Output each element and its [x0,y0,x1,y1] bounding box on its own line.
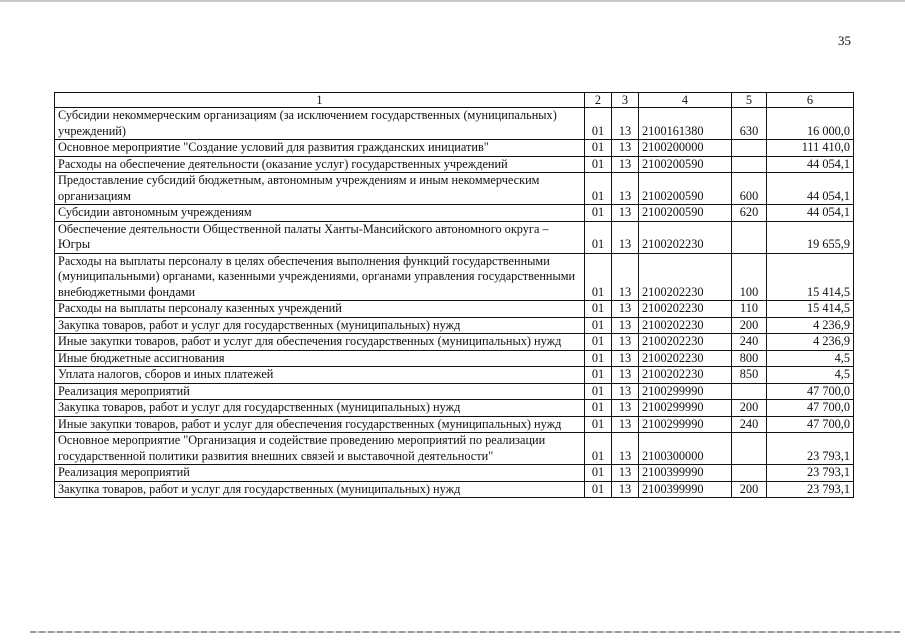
row-section: 01 [585,433,612,465]
row-subsection: 13 [612,416,639,433]
row-name: Расходы на выплаты персоналу в целях обеспечения выполнения функций государственными (муниципальными) органами, казенными учреждениями, органами управления государственными внебюджетными фондами [55,253,585,301]
row-expense-type: 850 [732,367,767,384]
row-name: Иные закупки товаров, работ и услуг для обеспечения государственных (муниципальных) нужд [55,334,585,351]
row-target-code: 2100200000 [639,140,732,157]
row-expense-type [732,433,767,465]
row-expense-type: 240 [732,334,767,351]
row-expense-type: 630 [732,108,767,140]
table-row [55,481,854,498]
row-target-code: 2100202230 [639,253,732,301]
row-expense-type: 200 [732,400,767,417]
row-subsection: 13 [612,465,639,482]
table-row [55,367,854,384]
col-header-2: 2 [585,93,612,108]
row-amount: 111 410,0 [767,140,854,157]
row-target-code: 2100200590 [639,205,732,222]
row-expense-type: 200 [732,317,767,334]
row-subsection: 13 [612,301,639,318]
row-target-code: 2100161380 [639,108,732,140]
row-expense-type: 100 [732,253,767,301]
row-expense-type: 800 [732,350,767,367]
row-target-code: 2100299990 [639,383,732,400]
row-subsection: 13 [612,108,639,140]
row-subsection: 13 [612,205,639,222]
row-name: Закупка товаров, работ и услуг для государственных (муниципальных) нужд [55,317,585,334]
row-amount: 23 793,1 [767,465,854,482]
scan-edge-bottom [30,631,900,633]
row-section: 01 [585,253,612,301]
table-row [55,301,854,318]
row-target-code: 2100202230 [639,367,732,384]
row-name: Реализация мероприятий [55,465,585,482]
row-amount: 16 000,0 [767,108,854,140]
row-expense-type: 620 [732,205,767,222]
row-subsection: 13 [612,334,639,351]
row-target-code: 2100300000 [639,433,732,465]
row-amount: 4 236,9 [767,334,854,351]
row-section: 01 [585,108,612,140]
row-subsection: 13 [612,433,639,465]
row-target-code: 2100200590 [639,173,732,205]
row-name: Обеспечение деятельности Общественной палаты Ханты-Мансийского автономного округа – Югры [55,221,585,253]
row-name: Уплата налогов, сборов и иных платежей [55,367,585,384]
table-row [55,156,854,173]
table-row [55,383,854,400]
row-name: Расходы на выплаты персоналу казенных учреждений [55,301,585,318]
table-row [55,400,854,417]
row-expense-type [732,221,767,253]
row-subsection: 13 [612,481,639,498]
header-row [55,93,854,108]
table-row [55,350,854,367]
row-section: 01 [585,400,612,417]
table-row [55,433,854,465]
row-amount: 47 700,0 [767,400,854,417]
table-row [55,140,854,157]
row-amount: 44 054,1 [767,156,854,173]
row-target-code: 2100399990 [639,465,732,482]
row-amount: 4,5 [767,350,854,367]
row-section: 01 [585,205,612,222]
table-row [55,173,854,205]
row-name: Расходы на обеспечение деятельности (оказание услуг) государственных учреждений [55,156,585,173]
row-section: 01 [585,383,612,400]
row-amount: 15 414,5 [767,253,854,301]
row-expense-type: 200 [732,481,767,498]
row-target-code: 2100399990 [639,481,732,498]
col-header-5: 5 [732,93,767,108]
row-subsection: 13 [612,156,639,173]
row-subsection: 13 [612,173,639,205]
row-subsection: 13 [612,317,639,334]
row-subsection: 13 [612,221,639,253]
row-expense-type [732,156,767,173]
row-subsection: 13 [612,350,639,367]
row-target-code: 2100202230 [639,317,732,334]
budget-table [54,92,854,498]
row-name: Субсидии некоммерческим организациям (за исключением государственных (муниципальных) учреждений) [55,108,585,140]
row-name: Реализация мероприятий [55,383,585,400]
row-subsection: 13 [612,140,639,157]
row-amount: 15 414,5 [767,301,854,318]
row-target-code: 2100202230 [639,334,732,351]
row-amount: 4 236,9 [767,317,854,334]
row-section: 01 [585,334,612,351]
row-section: 01 [585,221,612,253]
row-amount: 23 793,1 [767,433,854,465]
row-target-code: 2100299990 [639,400,732,417]
row-name: Предоставление субсидий бюджетным, автономным учреждениям и иным некоммерческим организациям [55,173,585,205]
row-expense-type [732,140,767,157]
table-row [55,465,854,482]
row-amount: 47 700,0 [767,383,854,400]
row-name: Основное мероприятие "Организация и содействие проведению мероприятий по реализации государственной политики развития внешних связей и выставочной деятельности" [55,433,585,465]
table-row [55,205,854,222]
row-section: 01 [585,173,612,205]
row-expense-type [732,465,767,482]
row-expense-type: 240 [732,416,767,433]
row-target-code: 2100202230 [639,350,732,367]
row-subsection: 13 [612,253,639,301]
row-subsection: 13 [612,383,639,400]
col-header-4: 4 [639,93,732,108]
row-name: Иные закупки товаров, работ и услуг для обеспечения государственных (муниципальных) нужд [55,416,585,433]
row-section: 01 [585,481,612,498]
table-row [55,108,854,140]
row-amount: 19 655,9 [767,221,854,253]
row-name: Закупка товаров, работ и услуг для государственных (муниципальных) нужд [55,481,585,498]
row-subsection: 13 [612,400,639,417]
col-header-3: 3 [612,93,639,108]
row-section: 01 [585,140,612,157]
row-amount: 47 700,0 [767,416,854,433]
row-expense-type: 600 [732,173,767,205]
row-name: Закупка товаров, работ и услуг для государственных (муниципальных) нужд [55,400,585,417]
row-expense-type: 110 [732,301,767,318]
row-target-code: 2100200590 [639,156,732,173]
table-row [55,334,854,351]
table-row [55,253,854,301]
row-target-code: 2100299990 [639,416,732,433]
row-expense-type [732,383,767,400]
row-name: Субсидии автономным учреждениям [55,205,585,222]
scan-edge-top [0,0,905,2]
row-amount: 44 054,1 [767,173,854,205]
col-header-6: 6 [767,93,854,108]
row-section: 01 [585,367,612,384]
row-name: Основное мероприятие "Создание условий для развития гражданских инициатив" [55,140,585,157]
row-section: 01 [585,350,612,367]
table-row [55,221,854,253]
page-number: 35 [838,33,851,48]
row-amount: 44 054,1 [767,205,854,222]
row-section: 01 [585,465,612,482]
row-target-code: 2100202230 [639,221,732,253]
row-name: Иные бюджетные ассигнования [55,350,585,367]
row-section: 01 [585,301,612,318]
row-subsection: 13 [612,367,639,384]
table-row [55,317,854,334]
row-section: 01 [585,156,612,173]
table-row [55,416,854,433]
row-amount: 23 793,1 [767,481,854,498]
col-header-1: 1 [55,93,585,108]
row-target-code: 2100202230 [639,301,732,318]
row-section: 01 [585,317,612,334]
row-amount: 4,5 [767,367,854,384]
row-section: 01 [585,416,612,433]
